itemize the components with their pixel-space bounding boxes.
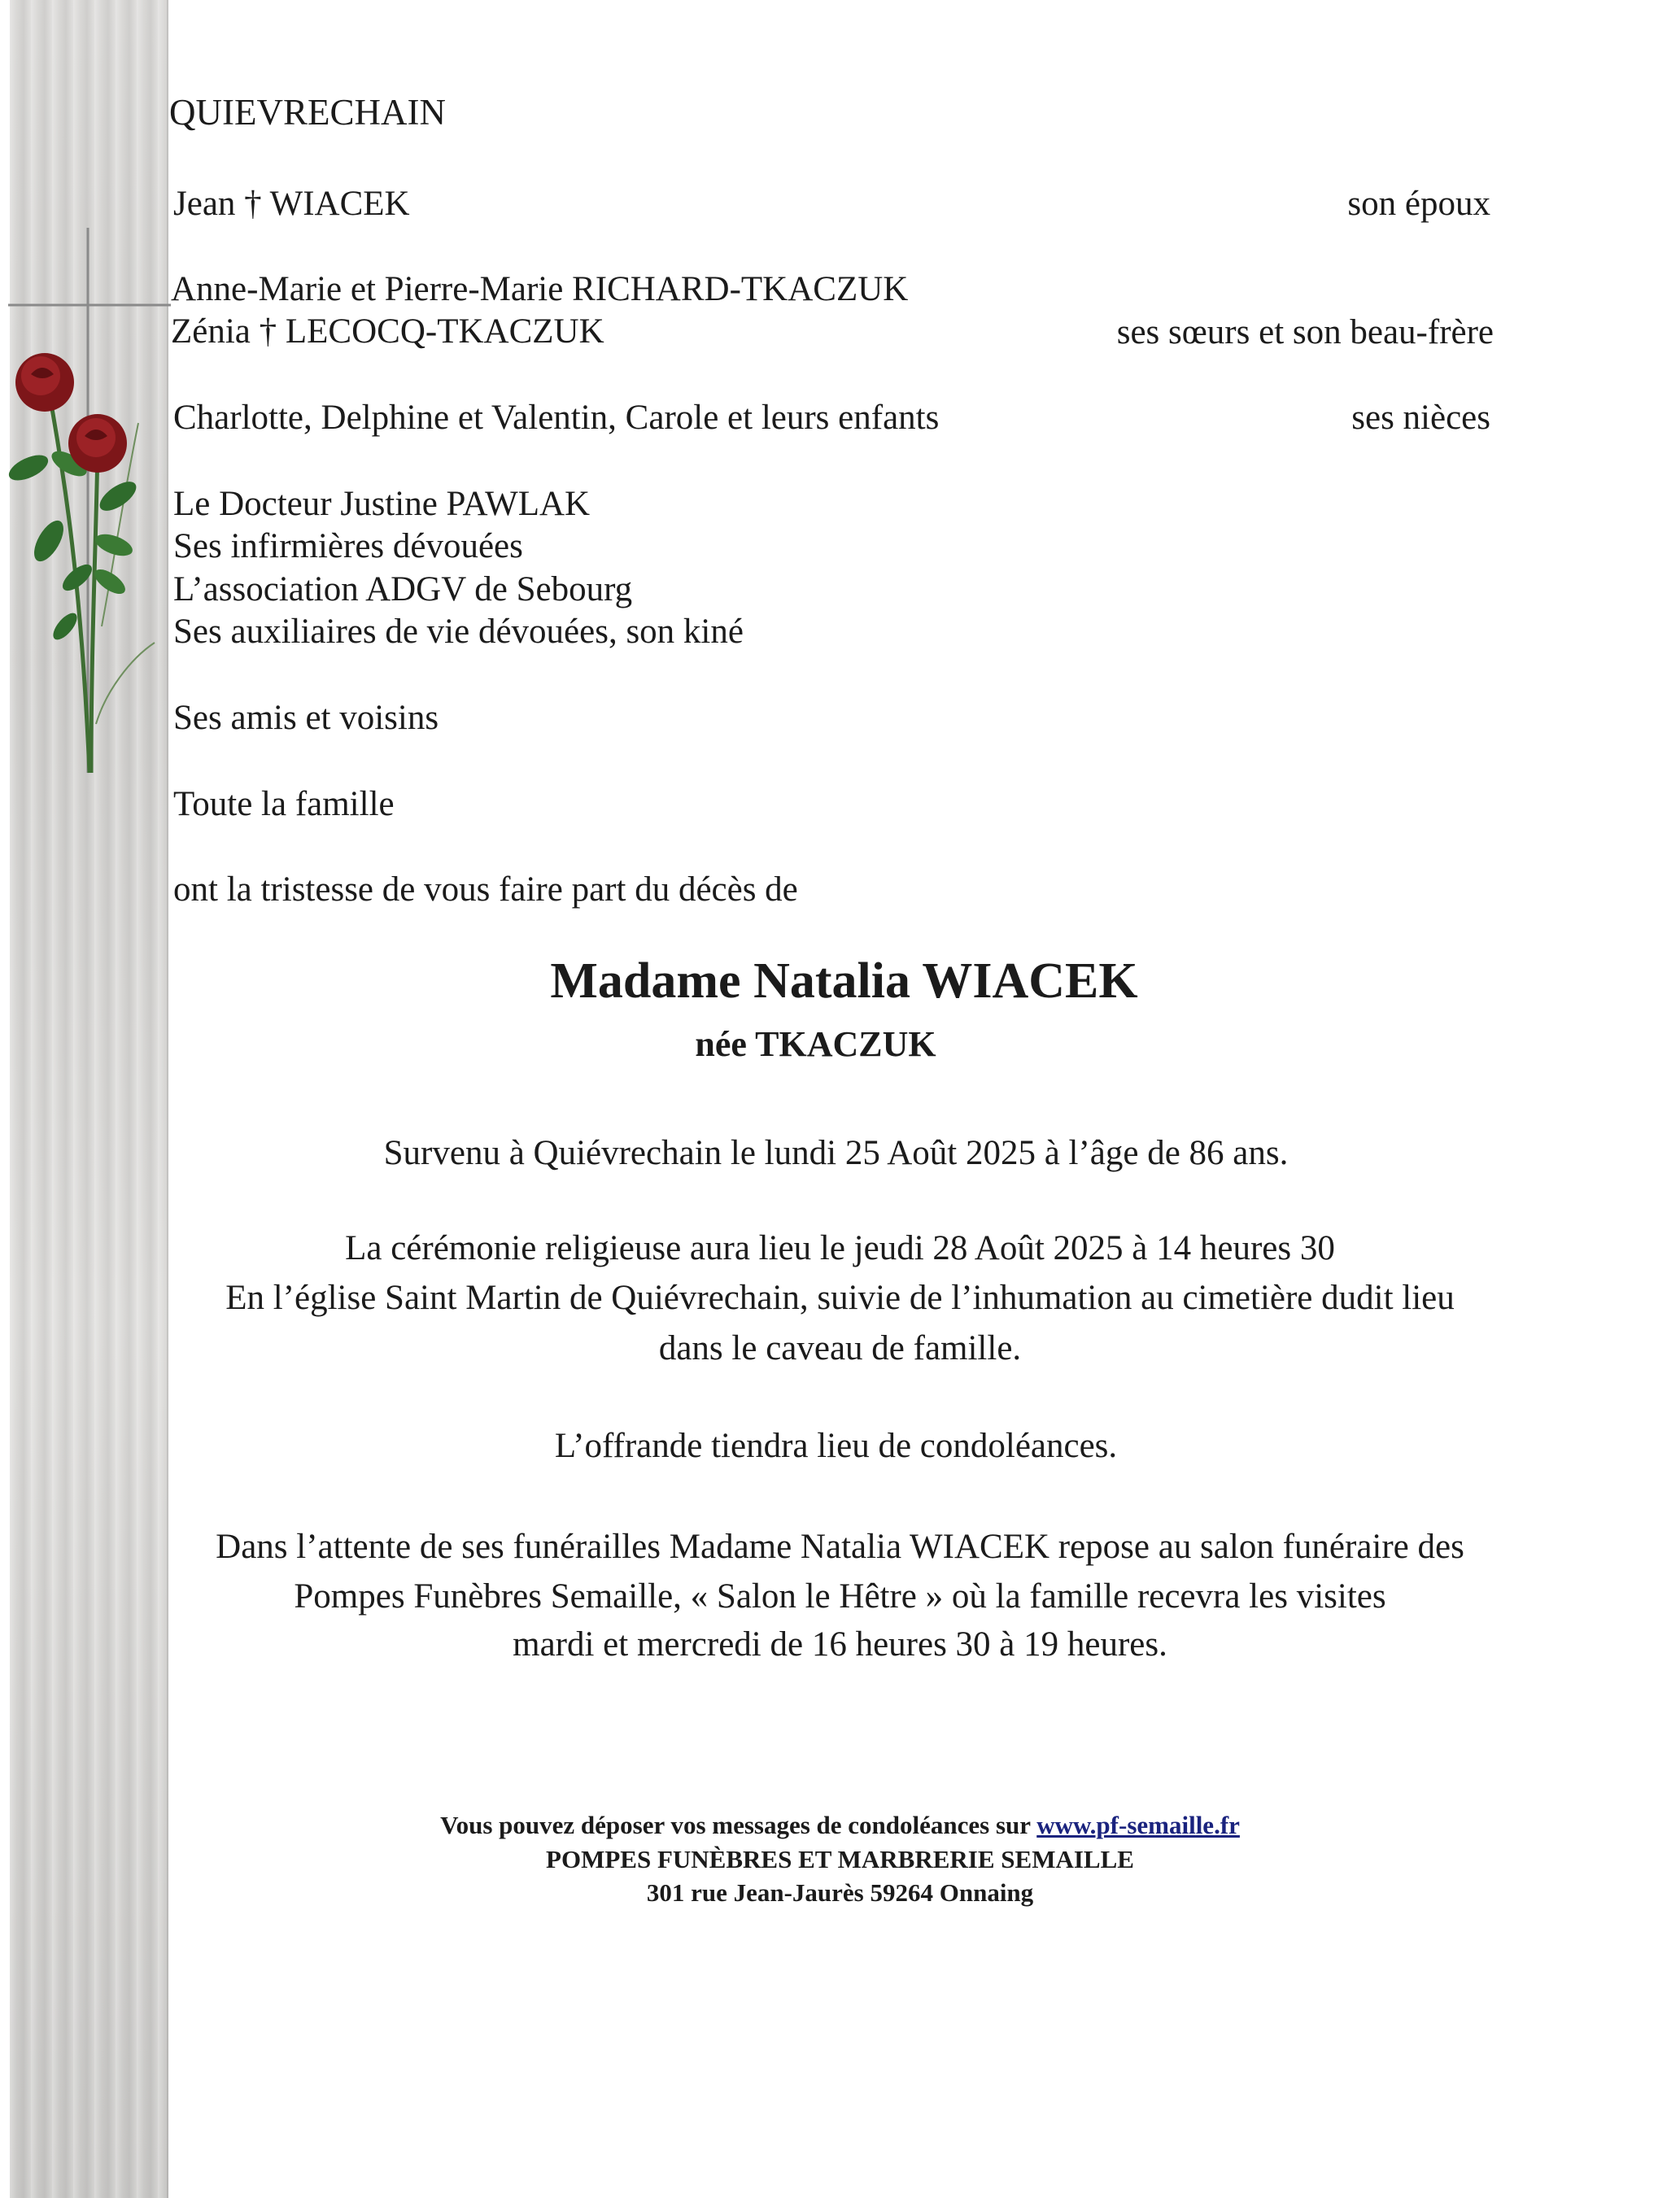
condolences-prefix: Vous pouvez déposer vos messages de condoléances sur — [440, 1811, 1037, 1839]
condolences-message — [0, 1809, 1680, 1842]
company-name: POMPES FUNÈBRES ET MARBRERIE SEMAILLE — [546, 1845, 1134, 1873]
deceased-maiden-name: née TKACZUK — [695, 1024, 936, 1064]
visits-line: mardi et mercredi de 16 heures 30 à 19 heures. — [513, 1625, 1167, 1664]
ceremony-line: dans le caveau de famille. — [658, 1329, 1022, 1367]
mourner-line: L’association ADGV de Sebourg — [173, 570, 633, 608]
mourner-line: Anne-Marie et Pierre-Marie RICHARD-TKACZUK — [171, 270, 909, 308]
relation-label: son époux — [1347, 185, 1490, 223]
mourner-line: Ses infirmières dévouées — [173, 527, 523, 565]
mourner-line: Zénia † LECOCQ-TKACZUK — [171, 312, 604, 351]
mourner-line: Le Docteur Justine PAWLAK — [173, 485, 591, 523]
ceremony-line: La cérémonie religieuse aura lieu le jeudi 28 Août 2025 à 14 heures 30 — [345, 1229, 1335, 1267]
mourner-line: Charlotte, Delphine et Valentin, Carole et leurs enfants — [173, 399, 940, 437]
deceased-name: Madame Natalia WIACEK — [550, 953, 1138, 1009]
mourner-line: Jean † WIACEK — [173, 185, 410, 223]
ceremony-line: En l’église Saint Martin de Quiévrechain, suivie de l’inhumation au cimetière dudit lieu — [225, 1279, 1455, 1317]
relation-label: ses nièces — [1351, 399, 1490, 437]
company-address: 301 rue Jean-Jaurès 59264 Onnaing — [646, 1878, 1034, 1907]
mourner-line: Toute la famille — [173, 785, 395, 823]
relation-label: ses sœurs et son beau-frère — [1116, 313, 1494, 351]
announcement-text: ont la tristesse de vous faire part du décès de — [173, 870, 798, 909]
city-heading: QUIEVRECHAIN — [169, 92, 446, 133]
visits-line: Dans l’attente de ses funérailles Madame Natalia WIACEK repose au salon funéraire des — [216, 1528, 1464, 1566]
mourner-line: Ses amis et voisins — [173, 699, 439, 737]
visits-line: Pompes Funèbres Semaille, « Salon le Hêtre » où la famille recevra les visites — [294, 1577, 1386, 1616]
death-notice: Survenu à Quiévrechain le lundi 25 Août 2025 à l’âge de 86 ans. — [383, 1134, 1289, 1172]
mourner-line: Ses auxiliaires de vie dévouées, son kiné — [173, 613, 744, 651]
cross-and-roses-icon — [0, 220, 187, 789]
website-link[interactable]: www.pf-semaille.fr — [1036, 1811, 1240, 1839]
offering-text: L’offrande tiendra lieu de condoléances. — [554, 1427, 1118, 1465]
